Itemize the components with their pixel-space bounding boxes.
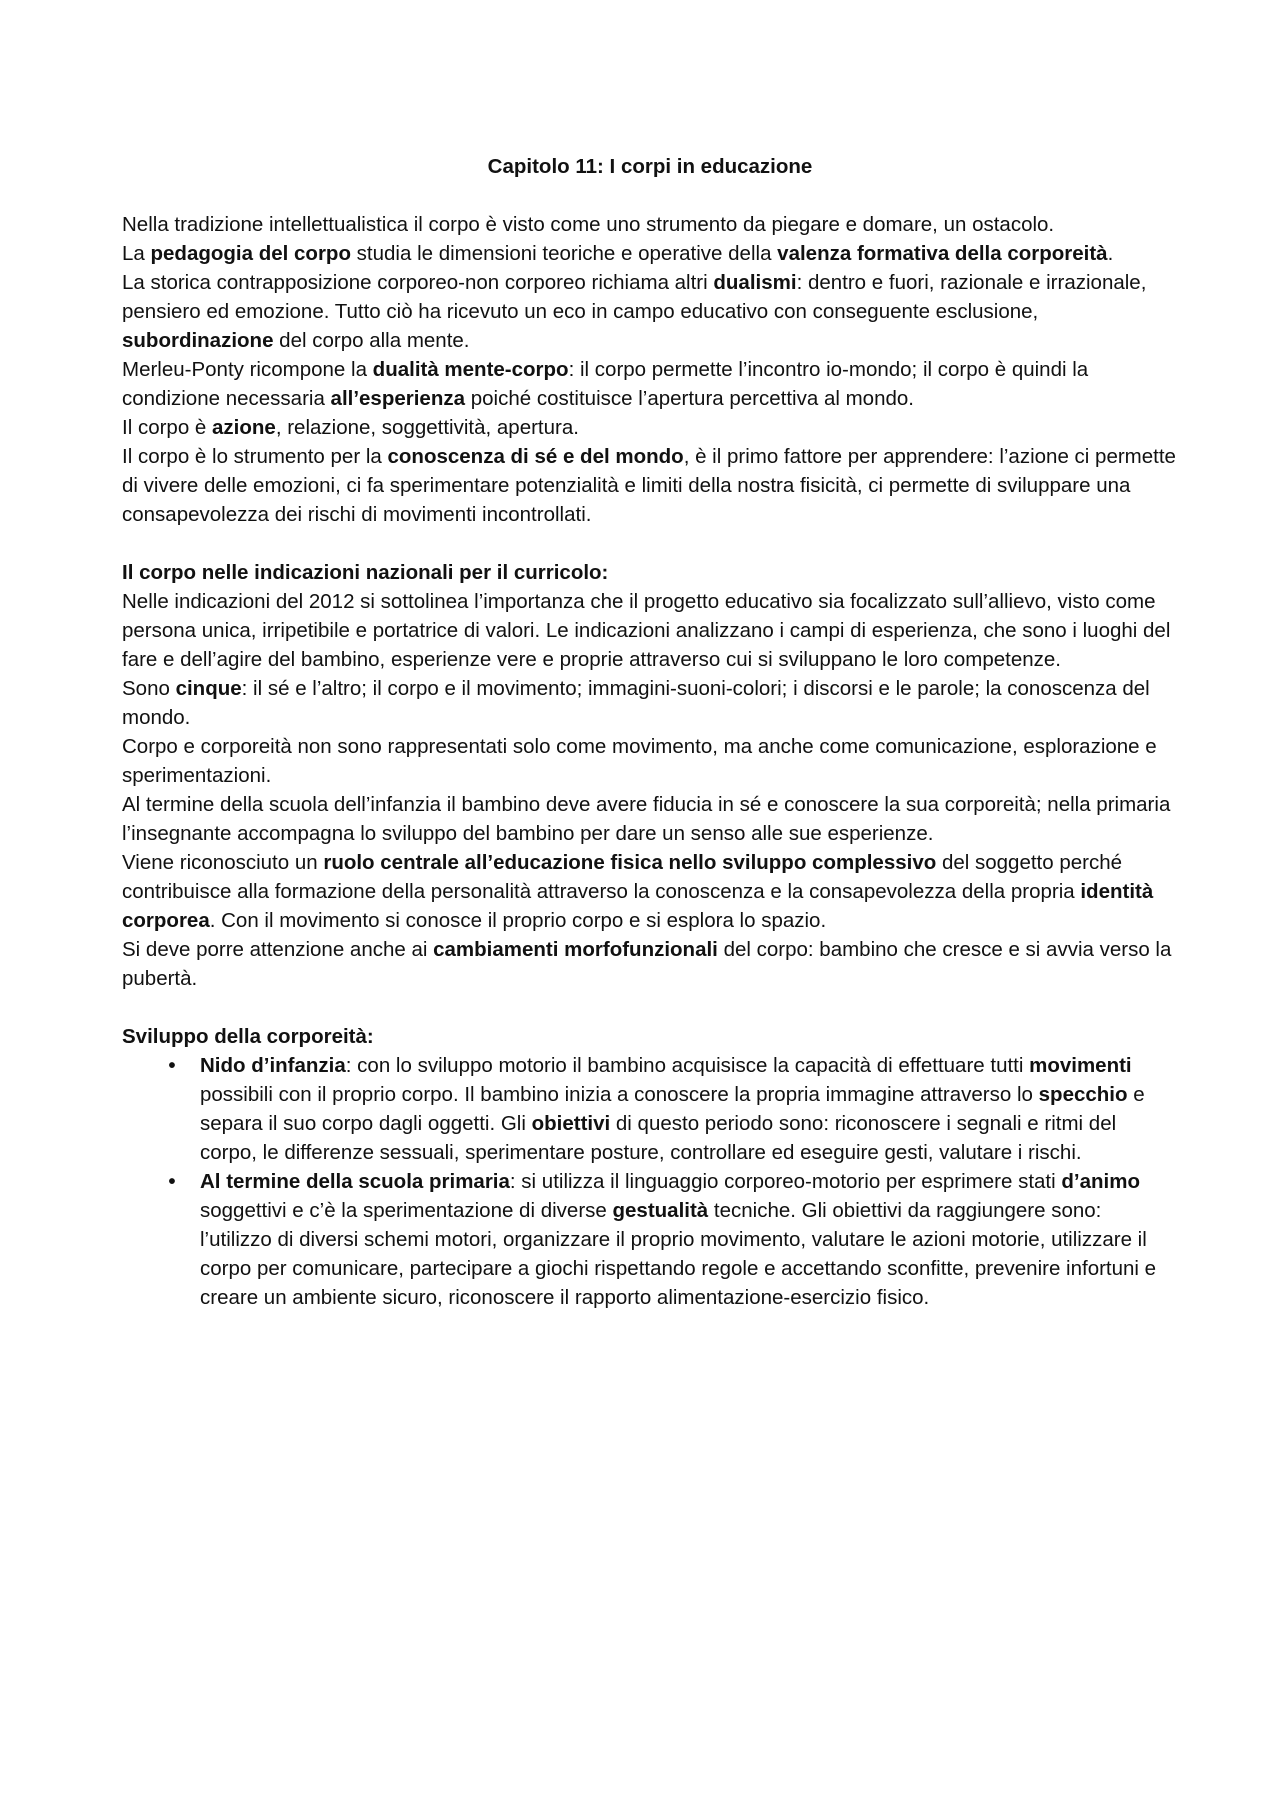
text-run: possibili con il proprio corpo. Il bambino inizia a conoscere la propria immagine attraverso lo <box>200 1083 1039 1106</box>
section-paragraph <box>122 790 1178 848</box>
text-run: tecniche. Gli obiettivi da raggiungere sono: l’utilizzo di diversi schemi motori, organizzare il proprio movimento, valutare le azioni motorie, utilizzare il corpo per comunicare, partecipare a giochi rispettando regole e accettando sconfitte, prevenire infortuni e creare un ambiente sicuro, riconoscere il rapporto alimentazione-esercizio fisico. <box>200 1199 1157 1309</box>
text-run: Il corpo è lo strumento per la <box>122 445 388 468</box>
section-heading: Il corpo nelle indicazioni nazionali per il curricolo: <box>122 561 609 584</box>
text-run: . <box>1107 242 1114 265</box>
text-run: Si deve porre attenzione anche ai <box>122 938 434 961</box>
section-paragraph <box>122 587 1178 674</box>
page-title: Capitolo 11: I corpi in educazione <box>487 155 813 178</box>
bold-text: gestualità <box>612 1199 709 1222</box>
section-paragraph <box>122 732 1178 790</box>
bullet-icon: • <box>168 1054 176 1077</box>
bold-text: obiettivi <box>531 1112 611 1135</box>
intro-paragraph <box>122 413 1178 442</box>
text-run: : dentro e fuori, razionale e irrazionale, pensiero ed emozione. Tutto ciò ha ricevuto un eco in campo educativo con conseguente esclusione, <box>122 271 1147 323</box>
intro-paragraph <box>122 239 1178 268</box>
text-run: poiché costituisce l’apertura percettiva al mondo. <box>465 387 914 410</box>
text-run: . Con il movimento si conosce il proprio corpo e si esplora lo spazio. <box>209 909 827 932</box>
bold-text: cambiamenti morfofunzionali <box>433 938 718 961</box>
text-run: : il corpo permette l’incontro io-mondo; il corpo è quindi la condizione necessaria <box>122 358 1089 410</box>
bold-text: all’esperienza <box>330 387 466 410</box>
text-run: studia le dimensioni teoriche e operative della <box>350 242 778 265</box>
text-run: del corpo alla mente. <box>273 329 470 352</box>
bold-text: identità corporea <box>122 880 1154 932</box>
text-run: , relazione, soggettività, apertura. <box>275 416 579 439</box>
bold-text: Nido d’infanzia <box>200 1054 346 1077</box>
text-run: Viene riconosciuto un <box>122 851 324 874</box>
text-run: e separa il suo corpo dagli oggetti. Gli <box>200 1083 1145 1135</box>
text-run: di questo periodo sono: riconoscere i segnali e ritmi del corpo, le differenze sessuali, sperimentare posture, controllare ed eseguire gesti, valutare i rischi. <box>200 1112 1117 1164</box>
text-run: Il corpo è <box>122 416 213 439</box>
text-run: Nella tradizione intellettualistica il corpo è visto come uno strumento da piegare e domare, un ostacolo. <box>122 213 1055 236</box>
section-paragraph <box>122 848 1178 935</box>
text-run: Corpo e corporeità non sono rappresentati solo come movimento, ma anche come comunicazione, esplorazione e sperimentazioni. <box>122 735 1157 787</box>
bullet-list <box>122 1051 1178 1312</box>
section-paragraph <box>122 674 1178 732</box>
text-run: La storica contrapposizione corporeo-non corporeo richiama altri <box>122 271 714 294</box>
bold-text: specchio <box>1038 1083 1128 1106</box>
intro-paragraph <box>122 355 1178 413</box>
text-run: del soggetto perché contribuisce alla formazione della personalità attraverso la conoscenza e la consapevolezza della propria <box>122 851 1123 903</box>
text-run: Al termine della scuola dell’infanzia il bambino deve avere fiducia in sé e conoscere la sua corporeità; nella primaria l’insegnante accompagna lo sviluppo del bambino per dare un senso alle sue esperienze. <box>122 793 1171 845</box>
section-heading: Sviluppo della corporeità: <box>122 1025 374 1048</box>
bold-text: dualità mente-corpo <box>372 358 569 381</box>
bold-text: dualismi <box>713 271 797 294</box>
text-run: soggettivi e c’è la sperimentazione di diverse <box>200 1199 613 1222</box>
bold-text: d’animo <box>1061 1170 1140 1193</box>
text-run: : il sé e l’altro; il corpo e il movimento; immagini-suoni-colori; i discorsi e le parole; la conoscenza del mondo. <box>122 677 1150 729</box>
text-run: : si utilizza il linguaggio corporeo-motorio per esprimere stati <box>509 1170 1062 1193</box>
text-run: , è il primo fattore per apprendere: l’azione ci permette di vivere delle emozioni, ci fa sperimentare potenzialità e limiti della nostra fisicità, ci permette di sviluppare una consapevolezza dei rischi di movimenti incontrollati. <box>122 445 1176 526</box>
bullet-icon: • <box>168 1170 176 1193</box>
list-item-text <box>200 1054 1145 1164</box>
intro-paragraph <box>122 210 1178 239</box>
bold-text: azione <box>212 416 276 439</box>
bold-text: ruolo centrale all’educazione fisica nello sviluppo complessivo <box>323 851 937 874</box>
list-item <box>122 1051 1178 1167</box>
bold-text: subordinazione <box>122 329 274 352</box>
section-indicazioni-nazionali <box>122 558 1178 993</box>
bold-text: Al termine della scuola primaria <box>200 1170 510 1193</box>
text-run: Sono <box>122 677 176 700</box>
list-item-text <box>200 1170 1156 1309</box>
bold-text: conoscenza di sé e del mondo <box>387 445 684 468</box>
bold-text: valenza formativa della corporeità <box>777 242 1108 265</box>
section-sviluppo-corporeita <box>122 1022 1178 1312</box>
intro-section <box>122 210 1178 529</box>
intro-paragraph <box>122 442 1178 529</box>
bold-text: cinque <box>175 677 242 700</box>
text-run: Nelle indicazioni del 2012 si sottolinea l’importanza che il progetto educativo sia focalizzato sull’allievo, visto come persona unica, irripetibile e portatrice di valori. Le indicazioni analizzano i campi di esperienza, che sono i luoghi del fare e dell’agire del bambino, esperienze vere e proprie attraverso cui si sviluppano le loro competenze. <box>122 590 1171 671</box>
list-item <box>122 1167 1178 1312</box>
text-run: : con lo sviluppo motorio il bambino acquisisce la capacità di effettuare tutti <box>345 1054 1030 1077</box>
text-run: Merleu-Ponty ricompone la <box>122 358 373 381</box>
text-run: La <box>122 242 151 265</box>
intro-paragraph <box>122 268 1178 355</box>
section-paragraph <box>122 935 1178 993</box>
document-body <box>122 152 1178 1312</box>
bold-text: pedagogia del corpo <box>150 242 351 265</box>
bold-text: movimenti <box>1029 1054 1132 1077</box>
text-run: del corpo: bambino che cresce e si avvia verso la pubertà. <box>122 938 1172 990</box>
